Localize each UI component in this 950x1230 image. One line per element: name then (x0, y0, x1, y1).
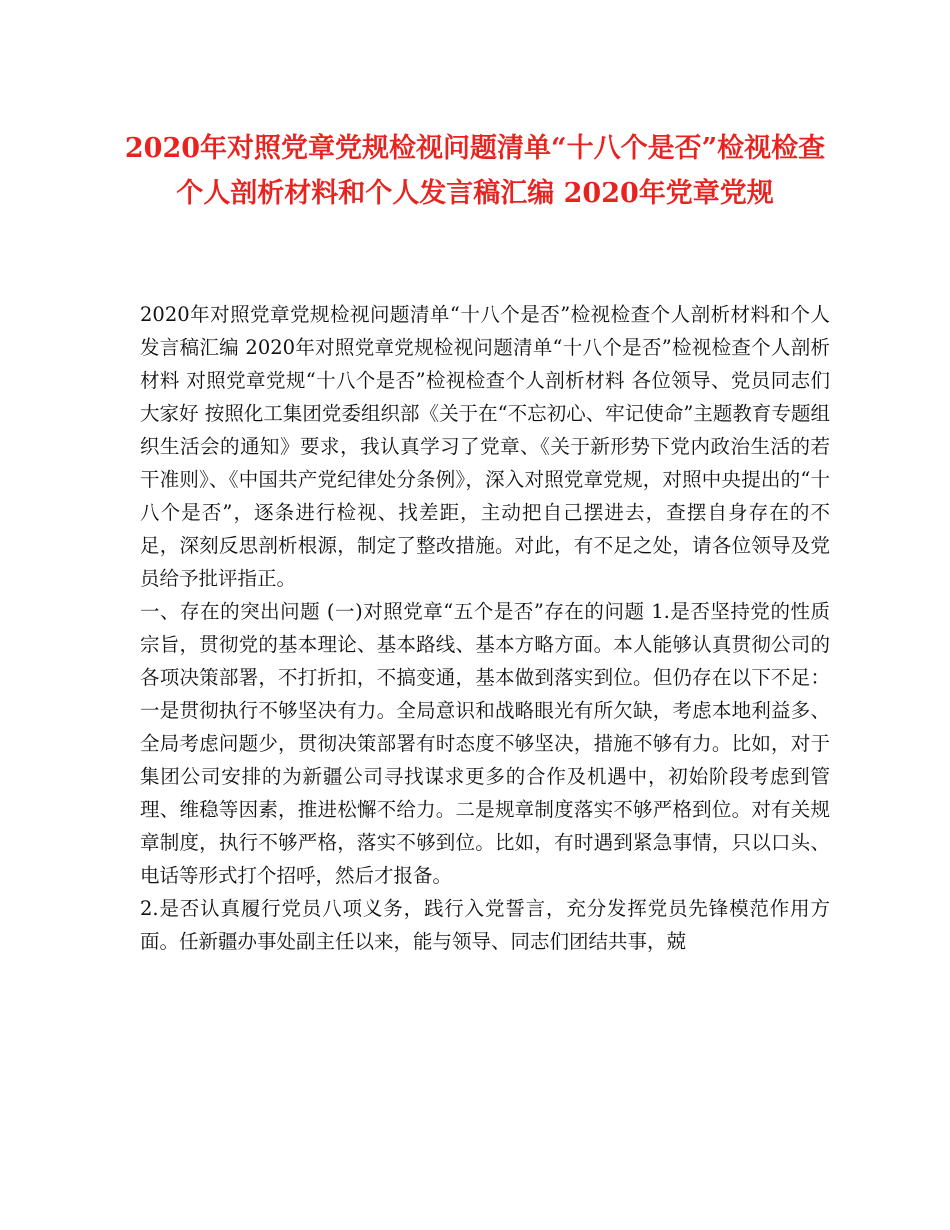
body-paragraph: 一、存在的突出问题 (一)对照党章“五个是否”存在的问题 1.是否坚持党的性质宗旨，贯彻党的基本理论、基本路线、基本方略方面。本人能够认真贯彻公司的各项决策部署，不打折扣，不搞变通，基本做到落实到位。但仍存在以下不足：一是贯彻执行不够坚决有力。全局意识和战略眼光有所欠缺，考虑本地利益多、全局考虑问题少，贯彻决策部署有时态度不够坚决，措施不够有力。比如，对于集团公司安排的为新疆公司寻找谋求更多的合作及机遇中，初始阶段考虑到管理、维稳等因素，推进松懈不给力。二是规章制度落实不够严格到位。对有关规章制度，执行不够严格，落实不够到位。比如，有时遇到紧急事情，只以口头、电话等形式打个招呼，然后才报备。 (140, 600, 830, 887)
document-title: 2020年对照党章党规检视问题清单“十八个是否”检视检查个人剖析材料和个人发言稿汇编 2020年党章党规 (124, 133, 826, 209)
body-paragraph: 2020年对照党章党规检视问题清单“十八个是否”检视检查个人剖析材料和个人发言稿汇编 2020年对照党章党规检视问题清单“十八个是否”检视检查个人剖析材料 对照党章党规“十八个是否”检视检查个人剖析材料 各位领导、党员同志们大家好 按照化工集团党委组织部《关于在“不忘初心、牢记使命”主题教育专题组织生活会的通知》要求，我认真学习了党章、《关于新形势下党内政治生活的若干准则》、《中国共产党纪律处分条例》，深入对照党章党规，对照中央提出的“十八个是否”，逐条进行检视、找差距，主动把自己摆进去，查摆自身存在的不足，深刻反思剖析根源，制定了整改措施。对此，有不足之处，请各位领导及党员给予批评指正。 (140, 303, 830, 590)
document-body (140, 298, 830, 958)
body-paragraph: 2.是否认真履行党员八项义务，践行入党誓言，充分发挥党员先锋模范作用方面。任新疆办事处副主任以来，能与领导、同志们团结共事，兢 (140, 897, 830, 953)
